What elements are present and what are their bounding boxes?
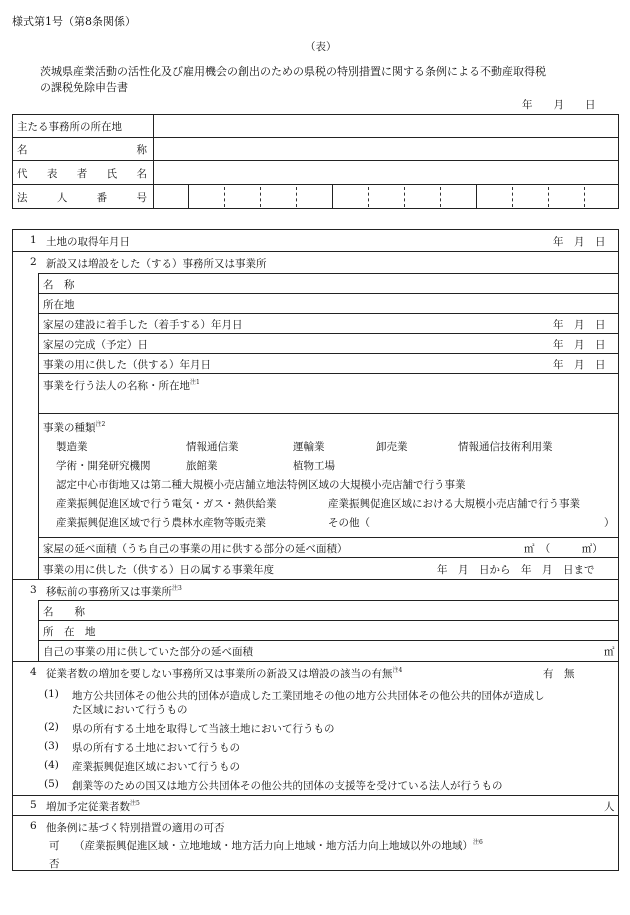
type-large-retail: 産業振興促進区域における大規模小売店舗で行う事業 (328, 498, 580, 510)
s6-label: 他条例に基づく特別措置の適用の可否 (46, 822, 225, 834)
type-info-comm: 情報通信業 (186, 441, 239, 453)
document-title-line1: 茨城県産業活動の活性化及び雇用機会の創出のための県税の特別措置に関する条例による不動産取得税 (40, 65, 546, 78)
type-other: その他（ (328, 517, 370, 529)
s2-location-label: 所在地 (43, 299, 75, 311)
s4-yes-no: 有 無 (543, 668, 575, 680)
s3-own-area-label: 自己の事業の用に供していた部分の延べ面積 (43, 646, 253, 658)
s4-item-3-number: (3) (44, 740, 59, 752)
s4-item-2: 県の所有する土地を取得して当該土地において行うもの (72, 723, 335, 735)
s6-no: 否 (49, 858, 60, 870)
s2-use-start-date: 年 月 日 (553, 359, 606, 371)
s1-label: 土地の取得年月日 (46, 236, 130, 248)
s4-item-3: 県の所有する土地において行うもの (72, 742, 240, 754)
s6-number: 6 (30, 820, 37, 832)
type-utility: 産業振興促進区域で行う電気・ガス・熱供給業 (56, 498, 277, 510)
office-address-label: 主たる事務所の所在地 (17, 121, 122, 133)
s4-item-4-number: (4) (44, 759, 59, 771)
s1-date: 年 月 日 (553, 236, 606, 248)
s2-fiscal-year-label: 事業の用に供した（供する）日の属する事業年度 (43, 564, 274, 576)
document-date: 年 月 日 (522, 99, 596, 111)
s3-area-unit: ㎡ (604, 646, 615, 658)
s2-label: 新設又は増設をした（する）事務所又は事業所 (46, 258, 267, 270)
type-ict-use: 情報通信技術利用業 (458, 441, 553, 453)
s4-item-5: 創業等のための国又は地方公共団体その他公共的団体の支援等を受けている法人が行うもの (72, 780, 503, 792)
document-title-line2: の課税免除申告書 (40, 81, 128, 94)
company-name-label: 名 称 (17, 144, 147, 156)
s3-number: 3 (30, 584, 37, 596)
s4-label: 従業者数の増加を要しない事務所又は事業所の新設又は増設の該当の有無$^{注4}$ (46, 667, 403, 680)
s4-item-1-cont: た区域において行うもの (72, 704, 188, 716)
type-inn: 旅館業 (186, 460, 218, 472)
s4-item-4: 産業振興促進区域において行うもの (72, 761, 240, 773)
s6-yes-detail: （産業振興促進区域・立地地域・地方活力向上地域・地方活力向上地域以外の地域）$^{注6}$ (74, 839, 483, 852)
s2-completion-date: 年 月 日 (553, 339, 606, 351)
s4-item-1-number: (1) (44, 688, 59, 700)
type-agri-sales: 産業振興促進区域で行う農林水産物等販売業 (56, 517, 266, 529)
s2-business-type-label: 事業の種類$^{注2}$ (43, 421, 106, 434)
type-other-close: ） (604, 517, 615, 529)
type-transport: 運輸業 (293, 441, 325, 453)
s2-floor-area-unit: ㎡ （ ㎡） (524, 543, 603, 555)
s4-item-2-number: (2) (44, 721, 59, 733)
s2-fiscal-period: 年 月 日から 年 月 日まで (437, 564, 595, 576)
s2-construction-start-date: 年 月 日 (553, 319, 606, 331)
s2-completion-label: 家屋の完成（予定）日 (43, 339, 148, 351)
s3-label: 移転前の事務所又は事業所$^{注3}$ (46, 585, 182, 598)
corporate-number-label: 法 人 番 号 (17, 192, 147, 204)
s2-name-label: 名 称 (43, 279, 75, 291)
type-plant-factory: 植物工場 (293, 460, 335, 472)
s2-corp-name-address-label: 事業を行う法人の名称・所在地$^{注1}$ (43, 379, 200, 392)
s4-number: 4 (30, 666, 37, 678)
s3-name-label: 名 称 (43, 606, 85, 618)
s5-number: 5 (30, 799, 37, 811)
s5-unit: 人 (604, 801, 615, 813)
s4-item-1: 地方公共団体その他公共的団体が造成した工業団地その他の地方公共団体その他公共的団体が造成し (72, 690, 545, 702)
s2-number: 2 (30, 256, 37, 268)
type-central-retail: 認定中心市街地又は第二種大規模小売店舗立地法特例区域の大規模小売店舗で行う事業 (56, 479, 466, 491)
s3-location-label: 所 在 地 (43, 626, 96, 638)
s6-yes: 可 (49, 840, 60, 852)
representative-name-label: 代 表 者 氏 名 (17, 168, 147, 180)
type-wholesale: 卸売業 (376, 441, 408, 453)
s2-floor-area-label: 家屋の延べ面積（うち自己の事業の用に供する部分の延べ面積） (43, 543, 348, 555)
s2-use-start-label: 事業の用に供した（供する）年月日 (43, 359, 211, 371)
s5-label: 増加予定従業者数$^{注5}$ (46, 800, 140, 813)
form-number: 様式第1号（第8条関係） (12, 15, 136, 28)
type-manufacturing: 製造業 (56, 441, 88, 453)
s1-number: 1 (30, 234, 37, 246)
s2-construction-start-label: 家屋の建設に着手した（着手する）年月日 (43, 319, 243, 331)
side-label: （表） (305, 41, 337, 53)
type-research: 学術・開発研究機関 (56, 460, 151, 472)
s4-item-5-number: (5) (44, 778, 59, 790)
